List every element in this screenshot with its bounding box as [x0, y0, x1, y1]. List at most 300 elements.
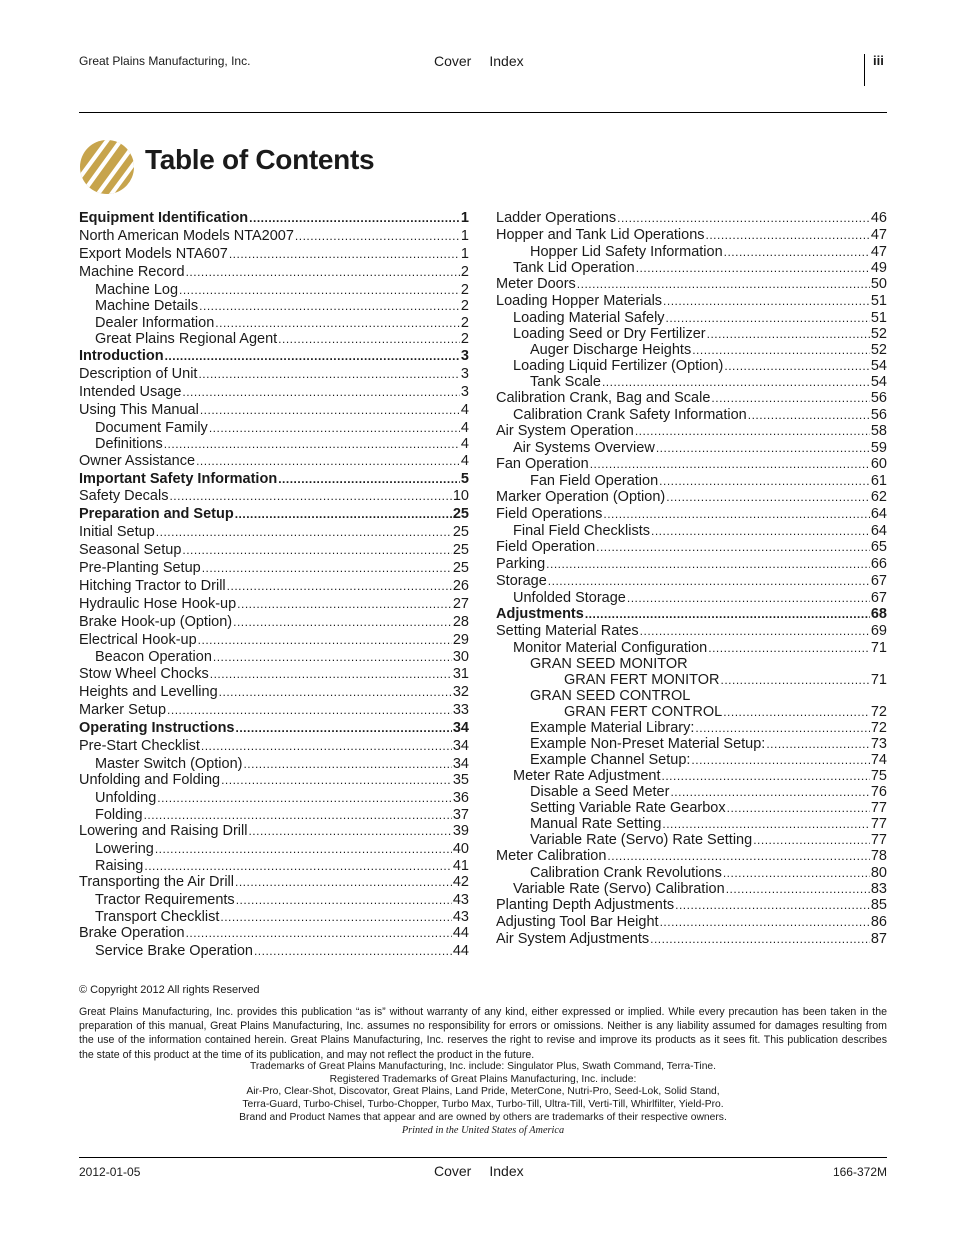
toc-entry-page: 29: [452, 631, 469, 648]
toc-entry-title: Lowering and Raising Drill: [79, 823, 248, 840]
toc-entry-page: 3: [460, 383, 469, 400]
index-link[interactable]: Index: [489, 53, 524, 69]
toc-leader-dots: [635, 424, 870, 438]
toc-entry-page: 26: [452, 577, 469, 594]
toc-entry-title: Auger Discharge Heights: [530, 342, 692, 358]
toc-leader-dots: [198, 633, 452, 647]
toc-entry[interactable]: [79, 315, 469, 332]
toc-leader-dots: [156, 525, 452, 539]
toc-leader-dots: [278, 472, 460, 486]
toc-entry-page: 66: [870, 556, 887, 572]
toc-entry-title: Lowering: [95, 841, 154, 858]
index-link[interactable]: Index: [489, 1163, 524, 1179]
toc-entry-page: 68: [870, 606, 887, 622]
toc-entry-page: 41: [452, 857, 469, 874]
toc-entry-title: Calibration Crank, Bag and Scale: [496, 390, 711, 406]
toc-entry[interactable]: [79, 823, 469, 841]
toc-entry-title: Initial Setup: [79, 524, 155, 541]
toc-entry-title: Fan Operation: [496, 456, 589, 472]
toc-entry[interactable]: [79, 366, 469, 384]
toc-leader-dots: [548, 574, 870, 588]
toc-leader-dots: [651, 524, 870, 538]
toc-leader-dots: [165, 349, 460, 363]
toc-entry[interactable]: [496, 590, 887, 606]
toc-leader-dots: [249, 211, 460, 225]
toc-section-entry[interactable]: [79, 720, 469, 738]
toc-section-entry[interactable]: [79, 348, 469, 366]
toc-entry[interactable]: [79, 702, 469, 720]
toc-entry[interactable]: [496, 276, 887, 293]
toc-leader-dots: [721, 673, 870, 687]
toc-leader-dots: [220, 910, 451, 924]
toc-entry-page: 5: [460, 470, 469, 487]
cover-link[interactable]: Cover: [434, 1163, 472, 1179]
toc-leader-dots: [210, 667, 452, 681]
toc-entry[interactable]: [79, 420, 469, 437]
toc-entry-title: Loading Liquid Fertilizer (Option): [513, 358, 724, 374]
toc-entry[interactable]: [79, 943, 469, 960]
toc-leader-dots: [603, 507, 869, 521]
toc-entry[interactable]: [496, 573, 887, 590]
toc-leader-dots: [691, 753, 869, 767]
toc-entry[interactable]: [79, 331, 469, 348]
toc-entry-title: Brake Hook-up (Option): [79, 613, 233, 630]
toc-entry-title: Unfolding: [95, 790, 157, 807]
toc-entry[interactable]: [79, 402, 469, 420]
toc-entry-page: 78: [870, 848, 887, 864]
toc-entry-title: Pre-Planting Setup: [79, 560, 201, 577]
footer-nav: [434, 1163, 542, 1179]
toc-entry-title: North American Models NTA2007: [79, 227, 294, 244]
toc-leader-dots: [182, 543, 451, 557]
toc-section-entry[interactable]: [496, 606, 887, 623]
toc-leader-dots: [711, 391, 869, 405]
toc-leader-dots: [144, 808, 452, 822]
toc-entry-title: Preparation and Setup: [79, 506, 234, 523]
toc-entry[interactable]: [79, 738, 469, 756]
toc-leader-dots: [590, 457, 870, 471]
toc-entry-title: Marker Setup: [79, 701, 167, 718]
toc-entry-page: 69: [870, 623, 887, 639]
toc-section-entry[interactable]: [79, 210, 469, 228]
toc-entry-page: 1: [460, 227, 469, 244]
toc-entry[interactable]: [79, 384, 469, 402]
header-nav: [434, 53, 542, 69]
toc-entry-page: 77: [870, 816, 887, 832]
toc-entry-title: Air System Adjustments: [496, 931, 650, 947]
toc-entry[interactable]: [496, 489, 887, 506]
toc-leader-dots: [236, 721, 452, 735]
toc-entry-page: 77: [870, 832, 887, 848]
toc-leader-dots: [221, 773, 452, 787]
toc-entry-title: Operating Instructions: [79, 719, 235, 736]
toc-entry-title: Transporting the Air Drill: [79, 874, 234, 891]
toc-leader-dots: [748, 408, 870, 422]
toc-leader-dots: [227, 579, 452, 593]
toc-entry-title: Transport Checklist: [95, 908, 220, 925]
toc-entry-title: Machine Log: [95, 281, 179, 298]
toc-entry-page: 87: [870, 931, 887, 947]
toc-entry-page: 40: [452, 841, 469, 858]
toc-entry-page: 3: [460, 365, 469, 382]
toc-entry-page: 51: [870, 293, 887, 309]
toc-entry-page: 25: [452, 524, 469, 541]
toc-entry-title: Owner Assistance: [79, 452, 196, 469]
toc-leader-dots: [727, 801, 870, 815]
toc-entry[interactable]: [79, 874, 469, 892]
toc-leader-dots: [155, 842, 452, 856]
toc-leader-dots: [640, 624, 870, 638]
toc-leader-dots: [237, 597, 452, 611]
toc-entry-title: Ladder Operations: [496, 210, 617, 226]
toc-entry-title: GRAN FERT MONITOR: [564, 672, 720, 688]
toc-entry[interactable]: [496, 720, 887, 736]
toc-entry-title: Meter Doors: [496, 276, 576, 292]
toc-leader-dots: [577, 277, 870, 291]
toc-entry-title: Definitions: [95, 436, 163, 453]
toc-entry-title: Tractor Requirements: [95, 892, 235, 909]
toc-entry[interactable]: [79, 909, 469, 926]
toc-entry[interactable]: [496, 326, 887, 342]
publication-date: 2012-01-05: [79, 1165, 141, 1179]
toc-entry-page: 34: [452, 737, 469, 754]
toc-entry-page: 65: [870, 539, 887, 555]
toc-entry-page: 72: [870, 704, 887, 720]
toc-entry-title: Dealer Information: [95, 314, 215, 331]
toc-entry[interactable]: [496, 623, 887, 640]
toc-entry-page: 76: [870, 784, 887, 800]
toc-entry-page: 49: [870, 260, 887, 276]
toc-entry[interactable]: [496, 390, 887, 407]
toc-entry[interactable]: [79, 298, 469, 315]
toc-leader-dots: [596, 540, 870, 554]
toc-entry-page: 47: [870, 244, 887, 260]
printed-in-line: Printed in the United States of America: [401, 1124, 565, 1136]
toc-entry[interactable]: [496, 244, 887, 260]
toc-entry[interactable]: [496, 556, 887, 573]
toc-entry-page: 25: [452, 506, 469, 523]
toc-right-column: [496, 210, 887, 948]
toc-leader-dots: [675, 898, 870, 912]
toc-leader-dots: [663, 294, 870, 308]
toc-entry[interactable]: [496, 342, 887, 358]
toc-entry-title: Safety Decals: [79, 488, 169, 505]
toc-entry[interactable]: [79, 246, 469, 264]
toc-leader-dots: [707, 327, 870, 341]
toc-entry-title: Great Plains Regional Agent: [95, 331, 278, 348]
toc-leader-dots: [695, 721, 869, 735]
toc-entry[interactable]: [79, 841, 469, 858]
toc-entry[interactable]: [79, 649, 469, 666]
toc-entry[interactable]: [79, 542, 469, 560]
toc-entry-title: GRAN SEED MONITOR: [530, 656, 688, 672]
toc-entry[interactable]: [496, 374, 887, 390]
toc-entry-page: 72: [870, 720, 887, 736]
toc-leader-dots: [213, 650, 452, 664]
toc-entry[interactable]: [496, 440, 887, 456]
toc-leader-dots: [662, 817, 869, 831]
toc-entry[interactable]: [496, 784, 887, 800]
toc-entry-page: 62: [870, 489, 887, 505]
toc-entry-title: Unfolding and Folding: [79, 772, 221, 789]
toc-leader-dots: [233, 615, 452, 629]
toc-entry-page: 34: [452, 755, 469, 772]
toc-entry-title: Electrical Hook-up: [79, 631, 197, 648]
toc-entry[interactable]: [79, 790, 469, 807]
toc-entry-title: GRAN FERT CONTROL: [564, 704, 723, 720]
toc-entry[interactable]: [496, 407, 887, 423]
toc-entry-page: 42: [452, 874, 469, 891]
toc-entry-page: 56: [870, 390, 887, 406]
toc-entry-title: Machine Record: [79, 263, 185, 280]
toc-entry[interactable]: [496, 523, 887, 539]
toc-entry[interactable]: [496, 293, 887, 310]
toc-leader-dots: [164, 437, 460, 451]
toc-entry-page: 2: [460, 298, 469, 315]
toc-entry-page: 4: [460, 401, 469, 418]
toc-entry-title: Example Non-Preset Material Setup:: [530, 736, 766, 752]
trademarks-line: Brand and Product Names that appear and are owned by others are trademarks of their respective owners.: [239, 1111, 727, 1123]
toc-leader-dots: [723, 705, 870, 719]
page-number: iii: [873, 53, 884, 68]
toc-leader-dots: [724, 245, 870, 259]
toc-leader-dots: [243, 757, 451, 771]
toc-leader-dots: [723, 866, 870, 880]
toc-leader-dots: [546, 557, 870, 571]
toc-entry[interactable]: [496, 752, 887, 768]
toc-entry-page: 31: [452, 666, 469, 683]
toc-entry-page: 54: [870, 358, 887, 374]
toc-entry-page: 71: [870, 640, 887, 656]
disclaimer: Great Plains Manufacturing, Inc. provides this publication “as is” without warranty of any kind, either expressed or implied. While every precaution has been taken in the preparation of this manual, Great Plains Manufacturing, Inc. assumes no responsibility for errors or omissions. Neither is any liability assumed for damages resulting from the use of the information contained herein. Great Plains Manufacturing, Inc. reserves the right to revise and improve its products as it sees fit. This publication describes the state of this product at the time of its publication, and may not reflect the product in the future.: [79, 1006, 887, 1061]
header-rule: [79, 112, 887, 113]
copyright-text: Copyright 2012 All rights Reserved: [90, 984, 260, 996]
toc-entry[interactable]: [79, 756, 469, 773]
toc-entry-page: 54: [870, 374, 887, 390]
toc-entry: [496, 688, 887, 704]
toc-entry-title: Fan Field Operation: [530, 473, 659, 489]
toc-entry-title: Loading Material Safely: [513, 310, 665, 326]
toc-entry[interactable]: [496, 832, 887, 848]
toc-entry-page: 10: [452, 488, 469, 505]
toc-entry[interactable]: [496, 881, 887, 897]
toc-entry-title: Monitor Material Configuration: [513, 640, 708, 656]
toc-entry[interactable]: [79, 614, 469, 632]
toc-entry-page: 51: [870, 310, 887, 326]
toc-leader-dots: [617, 211, 870, 225]
toc-entry-title: Export Models NTA607: [79, 245, 228, 262]
toc-entry[interactable]: [496, 210, 887, 227]
trademarks-line: Terra-Guard, Turbo-Chisel, Turbo-Chopper, Turbo Max, Turbo-Till, Ultra-Till, Verti-Till, Whirlfilter, Yield-Pro.: [242, 1099, 724, 1111]
toc-entry-title: Example Channel Setup:: [530, 752, 691, 768]
header-divider: [864, 54, 865, 86]
toc-entry-title: Loading Hopper Materials: [496, 293, 663, 309]
toc-entry[interactable]: [496, 539, 887, 556]
toc-entry-title: Adjustments: [496, 606, 584, 622]
toc-entry[interactable]: [496, 800, 887, 816]
toc-entry-title: Stow Wheel Chocks: [79, 666, 209, 683]
toc-entry-page: 67: [870, 590, 887, 606]
toc-entry-page: 59: [870, 440, 887, 456]
toc-entry-title: Calibration Crank Safety Information: [513, 407, 747, 423]
toc-entry-page: 25: [452, 560, 469, 577]
toc-entry-title: Field Operation: [496, 539, 596, 555]
toc-entry-page: 2: [460, 281, 469, 298]
toc-entry-page: 43: [452, 892, 469, 909]
toc-entry-title: Marker Operation (Option): [496, 489, 666, 505]
toc-entry[interactable]: [496, 704, 887, 720]
toc-entry-page: 2: [460, 314, 469, 331]
toc-entry[interactable]: [79, 524, 469, 542]
toc-entry-page: 67: [870, 573, 887, 589]
toc-entry-title: Disable a Seed Meter: [530, 784, 670, 800]
toc-entry-page: 80: [870, 865, 887, 881]
cover-link[interactable]: Cover: [434, 53, 472, 69]
toc-entry[interactable]: [79, 892, 469, 909]
toc-entry[interactable]: [79, 925, 469, 943]
toc-entry-page: 39: [452, 823, 469, 840]
toc-leader-dots: [753, 833, 870, 847]
toc-leader-dots: [199, 299, 460, 313]
toc-entry-page: 44: [452, 925, 469, 942]
toc-entry[interactable]: [496, 672, 887, 688]
toc-entry-title: Hopper Lid Safety Information: [530, 244, 723, 260]
trademarks-block: [79, 1061, 887, 1137]
toc-entry[interactable]: [79, 436, 469, 453]
toc-entry-page: 58: [870, 423, 887, 439]
toc-entry-page: 85: [870, 897, 887, 913]
toc-entry[interactable]: [79, 264, 469, 282]
toc-leader-dots: [666, 490, 870, 504]
toc-left-column: [79, 210, 469, 960]
toc-leader-dots: [670, 785, 869, 799]
toc-leader-dots: [659, 474, 870, 488]
toc-leader-dots: [656, 441, 870, 455]
toc-entry-page: 1: [460, 210, 469, 226]
toc-leader-dots: [186, 926, 452, 940]
toc-leader-dots: [167, 703, 452, 717]
toc-entry[interactable]: [496, 848, 887, 865]
toc-entry-title: Setting Variable Rate Gearbox: [530, 800, 726, 816]
toc-entry[interactable]: [496, 423, 887, 440]
great-plains-logo-icon: [78, 138, 136, 196]
company-name: Great Plains Manufacturing, Inc.: [79, 54, 251, 68]
toc-entry-page: 2: [460, 331, 469, 348]
toc-leader-dots: [627, 591, 870, 605]
toc-leader-dots: [144, 859, 452, 873]
toc-entry[interactable]: [79, 578, 469, 596]
toc-section-entry[interactable]: [79, 506, 469, 524]
toc-entry[interactable]: [496, 931, 887, 948]
toc-entry[interactable]: [496, 506, 887, 523]
toc-leader-dots: [179, 283, 460, 297]
toc-entry-title: Manual Rate Setting: [530, 816, 662, 832]
toc-entry-title: Heights and Levelling: [79, 683, 218, 700]
toc-entry-page: 4: [460, 419, 469, 436]
copyright-symbol: ©: [79, 984, 88, 996]
toc-entry[interactable]: [79, 560, 469, 578]
toc-entry-title: Planting Depth Adjustments: [496, 897, 675, 913]
toc-leader-dots: [219, 685, 452, 699]
toc-entry-title: Final Field Checklists: [513, 523, 650, 539]
toc-entry[interactable]: [496, 358, 887, 374]
toc-entry-page: 32: [452, 683, 469, 700]
document-number: 166-372M: [832, 1165, 887, 1179]
toc-entry-title: Pre-Start Checklist: [79, 737, 200, 754]
toc-entry-page: 75: [870, 768, 887, 784]
toc-entry-page: 64: [870, 523, 887, 539]
toc-entry[interactable]: [496, 456, 887, 473]
copyright-line: [79, 984, 260, 996]
toc-leader-dots: [202, 561, 452, 575]
trademarks-line: Air-Pro, Clear-Shot, Discovator, Great Plains, Land Pride, MeterCone, Nutri-Pro, Seed-Lok, Solid Stand,: [246, 1086, 720, 1098]
toc-entry[interactable]: [79, 666, 469, 684]
toc-leader-dots: [766, 737, 870, 751]
toc-entry[interactable]: [496, 897, 887, 914]
toc-entry-title: Important Safety Information: [79, 470, 278, 487]
toc-entry[interactable]: [496, 914, 887, 931]
toc-entry-title: Storage: [496, 573, 547, 589]
toc-entry-title: Beacon Operation: [95, 649, 212, 666]
page-title: Table of Contents: [145, 144, 375, 175]
toc-entry-page: 71: [870, 672, 887, 688]
toc-entry[interactable]: [79, 282, 469, 299]
toc-entry[interactable]: [496, 227, 887, 244]
toc-entry[interactable]: [79, 228, 469, 246]
toc-entry-title: Calibration Crank Revolutions: [530, 865, 722, 881]
toc-entry-title: Unfolded Storage: [513, 590, 626, 606]
toc-leader-dots: [157, 791, 452, 805]
toc-entry[interactable]: [496, 473, 887, 489]
toc-entry[interactable]: [79, 858, 469, 875]
toc-leader-dots: [650, 932, 870, 946]
toc-leader-dots: [182, 385, 460, 399]
toc-entry[interactable]: [79, 488, 469, 506]
toc-entry[interactable]: [496, 768, 887, 784]
toc-entry[interactable]: [496, 640, 887, 656]
toc-entry[interactable]: [79, 807, 469, 824]
toc-entry[interactable]: [79, 772, 469, 790]
toc-entry-title: Introduction: [79, 347, 164, 364]
toc-entry[interactable]: [496, 736, 887, 752]
toc-entry[interactable]: [496, 865, 887, 881]
toc-entry-title: Intended Usage: [79, 383, 182, 400]
toc-entry[interactable]: [79, 596, 469, 614]
toc-entry: [496, 656, 887, 672]
toc-section-entry[interactable]: [79, 471, 469, 489]
toc-leader-dots: [209, 421, 460, 435]
toc-leader-dots: [254, 944, 452, 958]
toc-leader-dots: [666, 311, 870, 325]
toc-entry-title: Document Family: [95, 419, 208, 436]
toc-entry-page: 4: [460, 436, 469, 453]
toc-entry[interactable]: [79, 684, 469, 702]
toc-entry[interactable]: [496, 260, 887, 276]
toc-leader-dots: [295, 229, 460, 243]
toc-entry[interactable]: [496, 310, 887, 326]
toc-entry-page: 73: [870, 736, 887, 752]
toc-entry[interactable]: [79, 453, 469, 471]
toc-leader-dots: [186, 265, 460, 279]
toc-entry-title: Setting Material Rates: [496, 623, 639, 639]
toc-entry-title: Adjusting Tool Bar Height: [496, 914, 659, 930]
toc-entry-title: Loading Seed or Dry Fertilizer: [513, 326, 706, 342]
toc-entry-title: Raising: [95, 857, 144, 874]
toc-entry[interactable]: [496, 816, 887, 832]
toc-entry[interactable]: [79, 632, 469, 650]
toc-entry-title: Using This Manual: [79, 401, 199, 418]
toc-leader-dots: [662, 769, 870, 783]
